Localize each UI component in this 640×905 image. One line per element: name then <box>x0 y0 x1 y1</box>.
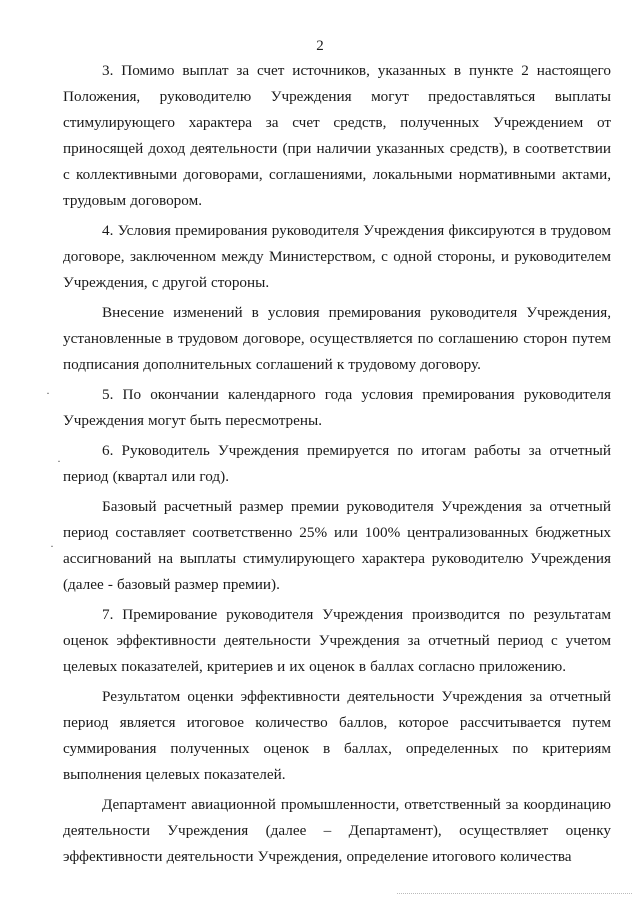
document-body <box>63 58 611 874</box>
paragraph-4: 4. Условия премирования руководителя Учреждения фиксируются в трудовом договоре, заключенном между Министерством, с одной стороны, и руководителем Учреждения, с другой стороны. <box>63 222 611 291</box>
paragraph-5: 5. По окончании календарного года условия премирования руководителя Учреждения могут быть пересмотрены. <box>63 386 611 429</box>
paragraph-4-amendment: Внесение изменений в условия премирования руководителя Учреждения, установленные в трудовом договоре, осуществляется по соглашению сторон путем подписания дополнительных соглашений к трудовому договору. <box>63 304 611 373</box>
paragraph-6: 6. Руководитель Учреждения премируется по итогам работы за отчетный период (квартал или год). <box>63 442 611 485</box>
paragraph-7-department: Департамент авиационной промышленности, ответственный за координацию деятельности Учреждения (далее – Департамент), осуществляет оценку эффективности деятельности Учреждения, определение итогового количества <box>63 796 611 865</box>
paragraph-3: 3. Помимо выплат за счет источников, указанных в пункте 2 настоящего Положения, руководителю Учреждения могут предоставляться выплаты стимулирующего характера за счет средств, полученных Учреждением от приносящей доход деятельности (при наличии указанных средств), в соответствии с коллективными договорами, соглашениями, локальными нормативными актами, трудовым договором. <box>63 62 611 209</box>
scan-speck: · <box>50 539 54 553</box>
paragraph-6-base-bonus: Базовый расчетный размер премии руководителя Учреждения за отчетный период составляет соответственно 25% или 100% централизованных бюджетных ассигнований на выплаты стимулирующего характера руководителю Учреждения (далее - базовый размер премии). <box>63 498 611 593</box>
paragraph-7-result: Результатом оценки эффективности деятельности Учреждения за отчетный период является итоговое количество баллов, которое рассчитывается путем суммирования полученных оценок в баллах, определенных по критериям выполнения целевых показателей. <box>63 688 611 783</box>
page-number: 2 <box>316 38 324 54</box>
scan-speck: · <box>46 386 50 400</box>
scan-speck: · <box>57 454 61 468</box>
paragraph-7: 7. Премирование руководителя Учреждения производится по результатам оценок эффективности деятельности Учреждения за отчетный период с учетом целевых показателей, критериев и их оценок в баллах согласно приложению. <box>63 606 611 675</box>
scan-edge-line <box>397 893 632 894</box>
